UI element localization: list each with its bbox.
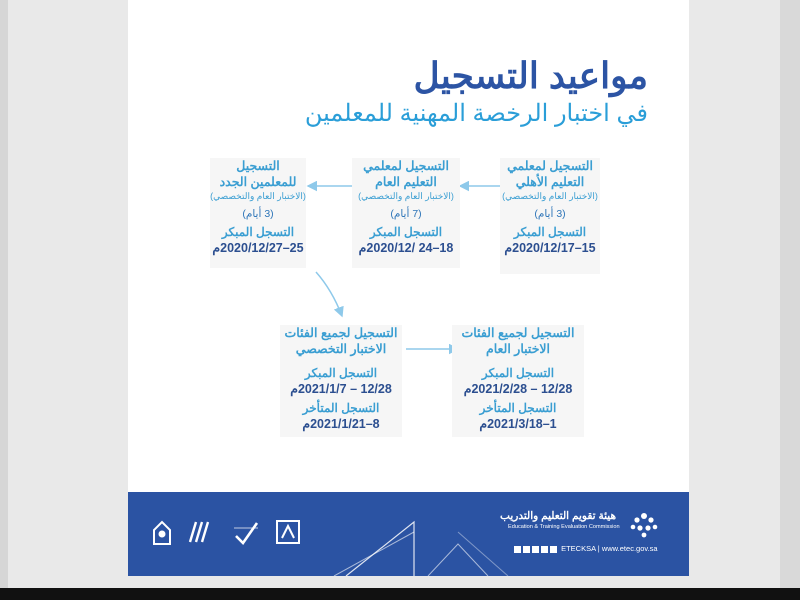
box-days: (3 أيام) [242, 208, 274, 220]
poster-subtitle: في اختبار الرخصة المهنية للمعلمين [304, 100, 648, 127]
etec-flower-icon [624, 508, 664, 540]
org-name-arabic: هيئة تقويم التعليم والتدريب [500, 510, 616, 522]
schedule-box-private-teachers [500, 158, 600, 274]
box-heading: التسجيل لمعلمي [363, 159, 449, 173]
footer-band [128, 492, 689, 576]
box-note: (الاختبار العام والتخصصي) [210, 191, 306, 201]
box-label: التسجل المتأخر [479, 401, 557, 415]
box-note: (الاختبار العام والتخصصي) [502, 191, 598, 201]
box-heading: التعليم الأهلي [515, 175, 585, 189]
schedule-box-general-all [452, 325, 584, 437]
box-date: 1–2021/3/18م [479, 417, 557, 431]
box-heading: للمعلمين الجدد [219, 175, 297, 189]
box-label: التسجل المبكر [304, 366, 378, 380]
box-label: التسجل المبكر [221, 225, 295, 239]
box-days: (7 أيام) [390, 208, 422, 220]
linkedin-icon [550, 546, 557, 553]
separator: | [597, 544, 600, 553]
schedule-box-specialized-all [280, 325, 402, 437]
box-heading: التسجيل [236, 159, 280, 173]
box-heading: التسجيل لجميع الفئات [284, 326, 398, 340]
box-heading: الاختبار التخصصي [295, 342, 387, 356]
box-heading: التسجيل لجميع الفئات [461, 326, 575, 340]
tqaw-logo-icon [276, 520, 300, 544]
box-days: (3 أيام) [534, 208, 566, 220]
schedule-box-public-teachers [352, 158, 460, 268]
social-handle: ETECKSA [561, 544, 596, 553]
poster-title: مواعيد التسجيل [413, 55, 648, 96]
box-heading: الاختبار العام [485, 342, 551, 356]
facebook-icon [514, 546, 521, 553]
box-date: 8–2021/1/21م [302, 417, 380, 431]
box-heading: التسجيل لمعلمي [507, 159, 593, 173]
box-label: التسجل المتأخر [302, 401, 380, 415]
box-date: 25–2020/12/27م [212, 241, 304, 255]
arrow-b3-to-b4 [316, 272, 342, 316]
ncaaa-logo-icon [232, 518, 260, 546]
box-label: التسجل المبكر [369, 225, 443, 239]
box-label: التسجل المبكر [481, 366, 555, 380]
schedule-box-new-teachers [210, 158, 306, 268]
social-bar [514, 544, 674, 553]
box-date: 18–24 /2020/12م [358, 241, 454, 255]
bottom-strip [0, 588, 800, 600]
box-date: 12/28 – 2021/2/28م [463, 382, 573, 396]
box-note: (الاختبار العام والتخصصي) [358, 191, 454, 201]
qiyas-logo-icon [150, 518, 174, 546]
box-date: 12/28 – 2021/1/7م [290, 382, 392, 396]
box-label: التسجل المبكر [513, 225, 587, 239]
youtube-icon [532, 546, 539, 553]
masar-logo-icon [188, 518, 214, 546]
box-date: 15–2020/12/17م [504, 241, 596, 255]
twitter-icon [523, 546, 530, 553]
box-heading: التعليم العام [375, 175, 437, 189]
website-link[interactable]: www.etec.gov.sa [601, 544, 658, 553]
instagram-icon [541, 546, 548, 553]
org-name-english: Education & Training Evaluation Commission [508, 524, 620, 530]
organization-name [500, 510, 620, 531]
